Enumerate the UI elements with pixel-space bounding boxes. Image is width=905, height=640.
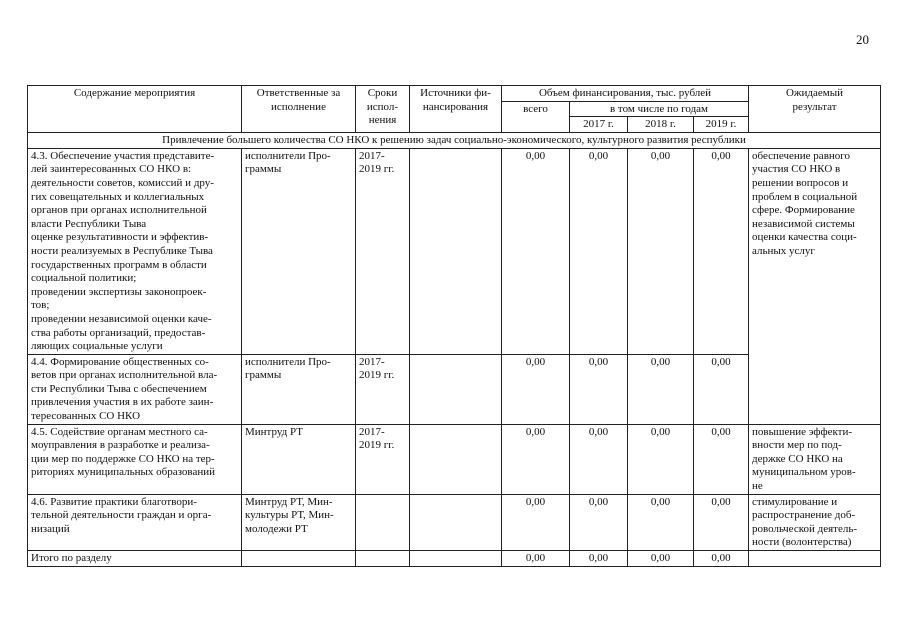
page-number: 20 [856,32,869,47]
activity-expected: повышение эффекти- вности мер по под- держке СО НКО на муниципальном уров- не [749,424,881,494]
activity-2018: 0,00 [628,148,694,354]
section-title: Привлечение большего количества СО НКО к решению задач социально-экономического, культурного развития республики [28,132,881,148]
activity-expected: стимулирование и распространение доб- ровольческой деятель- ности (волонтерства) [749,494,881,550]
total-2017: 0,00 [570,551,628,567]
total-2018: 0,00 [628,551,694,567]
header-year-2018: 2018 г. [628,117,694,133]
header-sources: Источники фи- нансирования [410,86,502,133]
total-2019: 0,00 [694,551,749,567]
header-by-years: в том числе по годам [570,101,749,117]
activity-2017: 0,00 [570,354,628,424]
header-year-2019: 2019 г. [694,117,749,133]
activity-content: 4.5. Содействие органам местного са- моуправления в разработке и реализа- ции мер по поддержке СО НКО на тер- риториях муниципальных образований [28,424,242,494]
activity-2017: 0,00 [570,424,628,494]
total-empty-cell [242,551,356,567]
activity-expected: обеспечение равного участия СО НКО в решении вопросов и проблем в социальной сфере. Формирование независимой системы оценки качества соци- альных услуг [749,148,881,424]
total-row [28,551,881,567]
total-empty-cell [410,551,502,567]
activity-2017: 0,00 [570,494,628,550]
activity-2018: 0,00 [628,424,694,494]
activity-terms [356,494,410,550]
activity-content: 4.6. Развитие практики благотвори- тельной деятельности граждан и орга- низаций [28,494,242,550]
activity-sources [410,148,502,354]
activity-total: 0,00 [502,354,570,424]
activity-responsible: Минтруд РТ [242,424,356,494]
activity-responsible: исполнители Про- граммы [242,148,356,354]
total-empty-cell [749,551,881,567]
activity-terms: 2017- 2019 гг. [356,424,410,494]
header-total: всего [502,101,570,132]
table-row [28,424,881,494]
table-row [28,148,881,354]
activity-total: 0,00 [502,494,570,550]
header-terms: Сроки испол- нения [356,86,410,133]
activity-2019: 0,00 [694,148,749,354]
activity-sources [410,424,502,494]
header-responsible: Ответственные за исполнение [242,86,356,133]
activity-total: 0,00 [502,148,570,354]
activity-sources [410,354,502,424]
section-row [28,132,881,148]
activity-responsible: исполнители Про- граммы [242,354,356,424]
total-empty-cell [356,551,410,567]
activity-terms: 2017- 2019 гг. [356,148,410,354]
activity-2017: 0,00 [570,148,628,354]
header-funding: Объем финансирования, тыс. рублей [502,86,749,102]
header-expected: Ожидаемый результат [749,86,881,133]
activity-content: 4.4. Формирование общественных со- ветов при органах исполнительной вла- сти Республики Тыва с обеспечением привлечения участия в их работе заин- тересованных СО НКО [28,354,242,424]
header-year-2017: 2017 г. [570,117,628,133]
activity-sources [410,494,502,550]
table-row [28,494,881,550]
activity-responsible: Минтруд РТ, Мин- культуры РТ, Мин- молодежи РТ [242,494,356,550]
activity-2019: 0,00 [694,354,749,424]
activity-content: 4.3. Обеспечение участия представите- лей заинтересованных СО НКО в: деятельности советов, комиссий и дру- гих совещательных и коллегиальных органов при органах исполнительной власти Республики Тыва оценке результативности и эффектив- ности реализуемых в Республике Тыва государственных программ в области социальной политики; проведении экспертизы законопроек- тов; проведении независимой оценки каче- ства работы организаций, предостав- ляющих социальные услуги [28,148,242,354]
activity-2018: 0,00 [628,354,694,424]
table-header-row [28,86,881,102]
activity-terms: 2017- 2019 гг. [356,354,410,424]
activity-total: 0,00 [502,424,570,494]
activity-2019: 0,00 [694,424,749,494]
activity-2018: 0,00 [628,494,694,550]
header-content: Содержание мероприятия [28,86,242,133]
total-sum: 0,00 [502,551,570,567]
activity-2019: 0,00 [694,494,749,550]
total-label: Итого по разделу [28,551,242,567]
activities-table [27,85,881,567]
